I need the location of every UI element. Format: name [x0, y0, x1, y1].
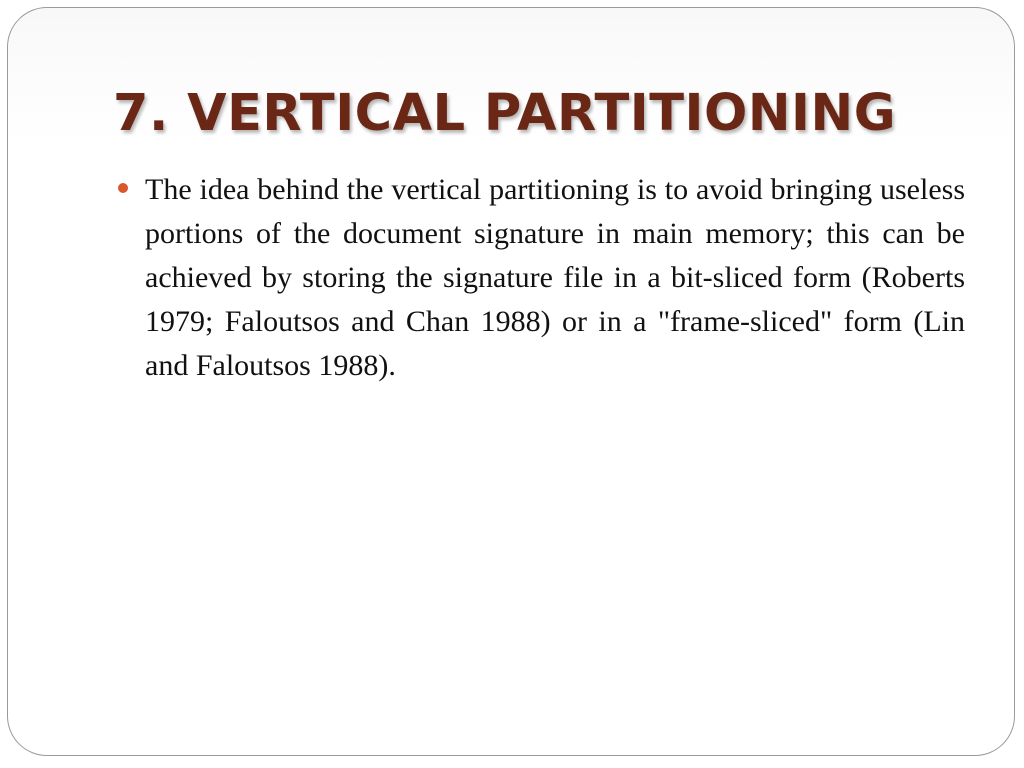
bullet-text: The idea behind the vertical partitioning is to avoid bringing useless portions of the document signature in main memory; this can be achieved by storing the signature file in a bit-sliced form (Roberts 1979; Faloutsos and Chan 1988) or in a "frame-sliced" form (Lin and Faloutsos 1988).: [145, 173, 965, 382]
bullet-list: [113, 168, 965, 388]
bullet-item: [113, 168, 965, 388]
slide-title: 7. VERTICAL PARTITIONING: [113, 84, 897, 143]
bullet-dot-icon: [118, 183, 128, 193]
